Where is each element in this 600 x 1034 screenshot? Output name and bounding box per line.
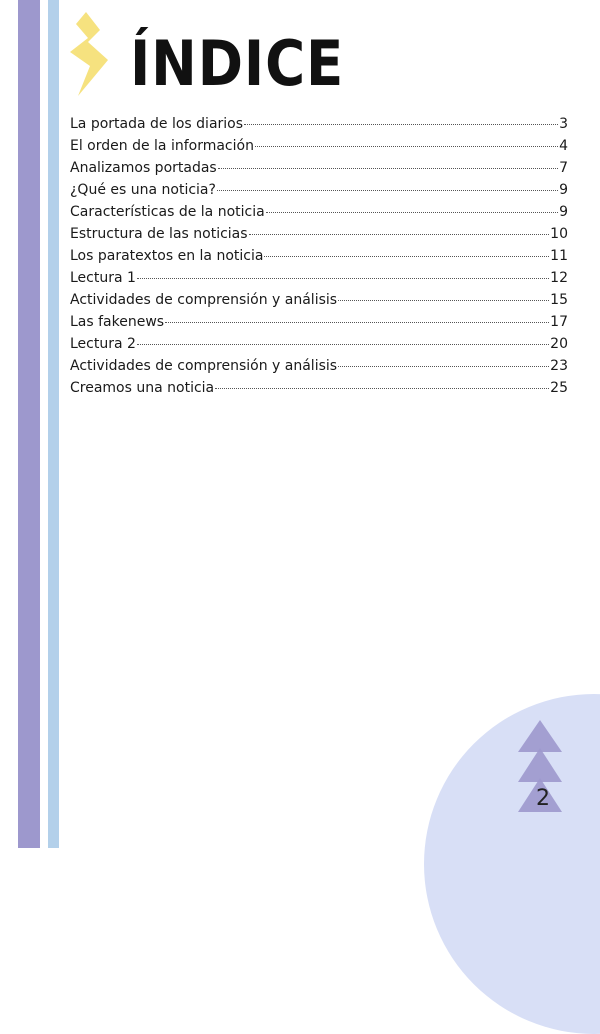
toc-entry[interactable] bbox=[70, 270, 568, 292]
toc-entry-title: Lectura 2 bbox=[70, 336, 136, 352]
toc-dot-leader bbox=[165, 322, 549, 323]
toc-entry-page: 23 bbox=[550, 358, 568, 374]
toc-dot-leader bbox=[137, 344, 549, 345]
toc-dot-leader bbox=[215, 388, 549, 389]
toc-dot-leader bbox=[255, 146, 558, 147]
toc-dot-leader bbox=[244, 124, 558, 125]
toc-entry-page: 15 bbox=[550, 292, 568, 308]
toc-entry-page: 11 bbox=[550, 248, 568, 264]
toc-entry[interactable] bbox=[70, 226, 568, 248]
toc-entry-title: Actividades de comprensión y análisis bbox=[70, 292, 338, 308]
toc-entry-page: 7 bbox=[559, 160, 568, 176]
toc-entry-title: El orden de la información bbox=[70, 138, 254, 154]
lightning-bolt-icon bbox=[64, 10, 112, 98]
toc-entry-page: 9 bbox=[559, 182, 568, 198]
toc-entry-page: 3 bbox=[559, 116, 568, 132]
left-stripe-purple bbox=[18, 0, 40, 848]
toc-entry-page: 17 bbox=[550, 314, 568, 330]
toc-entry-title: Características de la noticia bbox=[70, 204, 265, 220]
toc-entry[interactable] bbox=[70, 204, 568, 226]
toc-entry[interactable] bbox=[70, 314, 568, 336]
toc-entry-page: 9 bbox=[559, 204, 568, 220]
toc-entry[interactable] bbox=[70, 182, 568, 204]
toc-entry[interactable] bbox=[70, 160, 568, 182]
toc-entry[interactable] bbox=[70, 336, 568, 358]
page-number: 2 bbox=[536, 786, 550, 811]
toc-entry-title: La portada de los diarios bbox=[70, 116, 244, 132]
toc-entry-page: 20 bbox=[550, 336, 568, 352]
toc-entry[interactable] bbox=[70, 292, 568, 314]
toc-entry-title: Estructura de las noticias bbox=[70, 226, 248, 242]
toc-entry[interactable] bbox=[70, 380, 568, 402]
toc-entry-title: Analizamos portadas bbox=[70, 160, 217, 176]
corner-circle-decoration bbox=[424, 694, 600, 1034]
toc-entry-page: 25 bbox=[550, 380, 568, 396]
toc-dot-leader bbox=[264, 256, 549, 257]
toc-entry-title: Los paratextos en la noticia bbox=[70, 248, 264, 264]
toc-entry[interactable] bbox=[70, 358, 568, 380]
toc-entry-page: 10 bbox=[550, 226, 568, 242]
page-title: ÍNDICE bbox=[130, 27, 345, 100]
left-stripe-blue bbox=[48, 0, 59, 848]
toc-dot-leader bbox=[338, 366, 549, 367]
toc-entry-title: ¿Qué es una noticia? bbox=[70, 182, 216, 198]
toc-entry-title: Lectura 1 bbox=[70, 270, 136, 286]
toc-dot-leader bbox=[266, 212, 558, 213]
toc-entry-page: 4 bbox=[559, 138, 568, 154]
toc-dot-leader bbox=[338, 300, 549, 301]
toc-dot-leader bbox=[218, 168, 558, 169]
toc-entry-page: 12 bbox=[550, 270, 568, 286]
toc-entry-title: Actividades de comprensión y análisis bbox=[70, 358, 338, 374]
toc-dot-leader bbox=[217, 190, 558, 191]
toc-entry[interactable] bbox=[70, 248, 568, 270]
toc-entry-title: Creamos una noticia bbox=[70, 380, 215, 396]
toc-entry[interactable] bbox=[70, 116, 568, 138]
toc-dot-leader bbox=[249, 234, 550, 235]
toc-entry-title: Las fakenews bbox=[70, 314, 165, 330]
table-of-contents bbox=[70, 116, 568, 402]
toc-entry[interactable] bbox=[70, 138, 568, 160]
toc-dot-leader bbox=[137, 278, 549, 279]
